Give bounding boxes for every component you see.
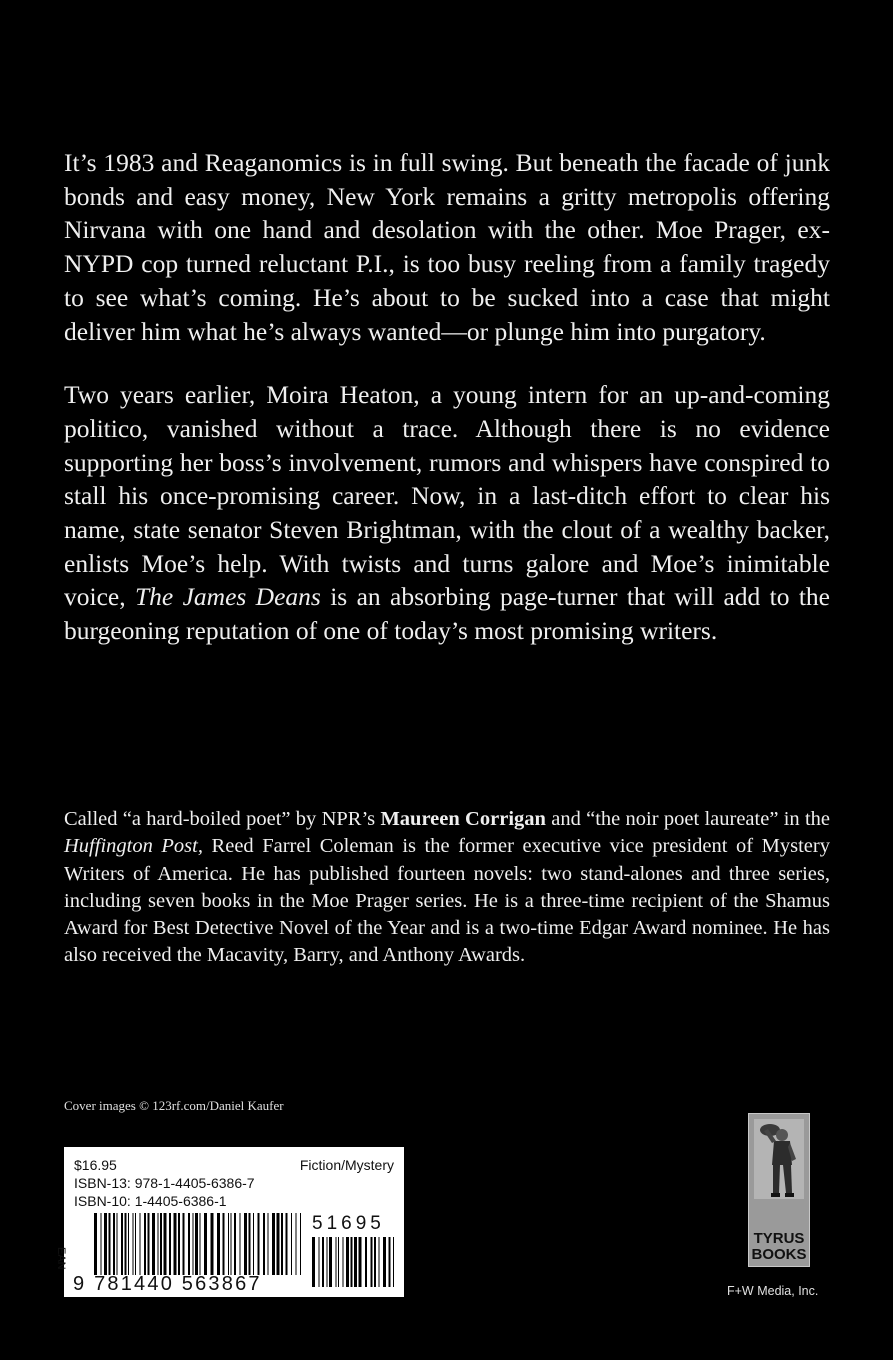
barcode-bar <box>113 1213 115 1275</box>
publisher-name: F+W Media, Inc. <box>727 1284 819 1298</box>
barcode-bar <box>160 1213 162 1275</box>
barcode-bar <box>104 1213 107 1275</box>
barcode-bar <box>281 1213 283 1275</box>
book-description <box>64 146 830 648</box>
barcode-bar <box>277 1213 280 1275</box>
barcode-bar <box>240 1213 241 1275</box>
barcode-bar <box>200 1213 201 1275</box>
barcode-bar <box>374 1237 376 1287</box>
barcode-bar <box>228 1213 229 1275</box>
barcode-bar <box>125 1213 127 1275</box>
barcode-bar <box>319 1237 320 1287</box>
barcode-bar <box>354 1237 357 1287</box>
barcode-bar <box>327 1237 328 1287</box>
barcode-bar <box>272 1213 275 1275</box>
barcode-bar <box>244 1213 247 1275</box>
barcode-bar <box>121 1213 123 1275</box>
cover-image-credit: Cover images © 123rf.com/Daniel Kaufer <box>64 1098 284 1113</box>
critic-name: Maureen Corrigan <box>380 808 546 830</box>
barcode-bar <box>329 1237 332 1287</box>
price: $16.95 <box>74 1157 117 1173</box>
barcode-addon-digits: 51695 <box>312 1213 385 1234</box>
barcode-bar <box>336 1237 337 1287</box>
barcode-bar <box>101 1213 102 1275</box>
barcode-bar <box>193 1213 194 1275</box>
barcode-bar <box>291 1213 292 1275</box>
barcode-bar <box>164 1213 167 1275</box>
barcode-bar <box>94 1213 97 1275</box>
barcode-bar <box>351 1237 353 1287</box>
barcode-bar <box>231 1213 232 1275</box>
barcode-bar <box>117 1213 118 1275</box>
barcode-bar <box>135 1213 136 1275</box>
barcode-bar <box>338 1237 339 1287</box>
barcode-bar <box>148 1213 150 1275</box>
barcode-bar <box>389 1237 391 1287</box>
barcode-addon <box>312 1237 394 1287</box>
barcode-bar <box>174 1213 177 1275</box>
barcode-bar <box>343 1237 344 1287</box>
logo-text-books: BOOKS <box>751 1246 807 1263</box>
description-paragraph-2-end: is an absorbing page-turner that will add to the burgeoning reputation of one of today’s most promising writers. <box>64 582 830 646</box>
barcode-bar <box>223 1213 225 1275</box>
barcode-bar <box>128 1213 129 1275</box>
ean-label: EAN <box>55 1247 67 1270</box>
barcode-bar <box>204 1213 207 1275</box>
barcode-bar <box>249 1213 251 1275</box>
barcode-bar <box>169 1213 171 1275</box>
barcode-bar <box>312 1237 315 1287</box>
barcode-bar <box>379 1237 380 1287</box>
barcode-bar <box>346 1237 349 1287</box>
barcode-bar <box>393 1237 394 1287</box>
barcode-bar <box>152 1213 155 1275</box>
barcode-bar <box>217 1213 220 1275</box>
barcode-bar <box>133 1213 134 1275</box>
barcode-bar <box>158 1213 159 1275</box>
publisher-logo <box>748 1113 810 1267</box>
publication-name: Huffington Post, <box>64 835 203 858</box>
bio-text-1: Called “a hard-boiled poet” by NPR’s <box>64 808 381 830</box>
barcode-bar <box>300 1213 301 1275</box>
barcode-bar <box>296 1213 297 1275</box>
category: Fiction/Mystery <box>299 1157 394 1173</box>
author-bio-paragraph <box>64 806 830 970</box>
barcode-bar <box>188 1213 190 1275</box>
barcode-bar <box>322 1237 324 1287</box>
barcode-bar <box>359 1237 362 1287</box>
barcode-bar <box>234 1213 236 1275</box>
isbn-13: ISBN-13: 978-1-4405-6386-7 <box>74 1175 255 1191</box>
barcode-bar <box>195 1213 198 1275</box>
barcode-digits: 9 781440 563867 <box>73 1273 262 1295</box>
author-bio <box>64 806 830 970</box>
bio-text-2: and “the noir poet laureate” in the <box>545 808 831 830</box>
barcode-bar <box>365 1237 367 1287</box>
barcode-bar <box>371 1237 373 1287</box>
price-barcode-box <box>55 1147 404 1297</box>
logo-figure-icon <box>754 1119 804 1199</box>
barcode-bar <box>268 1213 269 1275</box>
barcode-bar <box>253 1213 254 1275</box>
barcode-bar <box>109 1213 111 1275</box>
bio-text-3: Reed Farrel Coleman is the former executive vice president of Mystery Writers of America. He has published fourteen novels: two stand-alones and three series, including seven books in the Moe Prager series. He is a three-time recipient of the Shamus Award for Best Detective Novel of the Year and is a two-time Edgar Award nominee. He has also received the Macavity, Barry, and Anthony Awards. <box>64 835 830 967</box>
barcode-bar <box>211 1213 214 1275</box>
barcode-bar <box>263 1213 265 1275</box>
barcode-bar <box>383 1237 386 1287</box>
barcode-bar <box>144 1213 146 1275</box>
isbn-10: ISBN-10: 1-4405-6386-1 <box>74 1193 227 1209</box>
barcode-main <box>94 1213 304 1275</box>
description-paragraph-1: It’s 1983 and Reaganomics is in full swing. But beneath the facade of junk bonds and easy money, New York remains a gritty metropolis offering Nirvana with one hand and desolation with the other. Moe Prager, ex-NYPD cop turned reluctant P.I., is too busy reeling from a family tragedy to see what’s coming. He’s about to be sucked into a case that might deliver him what he’s always wanted—or plunge him into purgatory. <box>64 148 830 346</box>
barcode-bar <box>183 1213 185 1275</box>
logo-text-tyrus: TYRUS <box>753 1230 805 1247</box>
barcode-bar <box>258 1213 260 1275</box>
barcode-bar <box>140 1213 141 1275</box>
book-title: The James Deans <box>134 582 321 612</box>
barcode-bar <box>286 1213 288 1275</box>
description-paragraph-2 <box>64 378 830 648</box>
description-paragraph-2-start: Two years earlier, Moira Heaton, a young intern for an up-and-coming politico, vanished without a trace. Although there is no evidence supporting her boss’s involvement, rumors and whispers have conspired to stall his once-promising career. Now, in a last-ditch effort to clear his name, state senator Steven Brightman, with the clout of a wealthy backer, enlists Moe’s help. With twists and turns galore and Moe’s inimitable voice, <box>64 380 830 612</box>
barcode-bar <box>178 1213 180 1275</box>
